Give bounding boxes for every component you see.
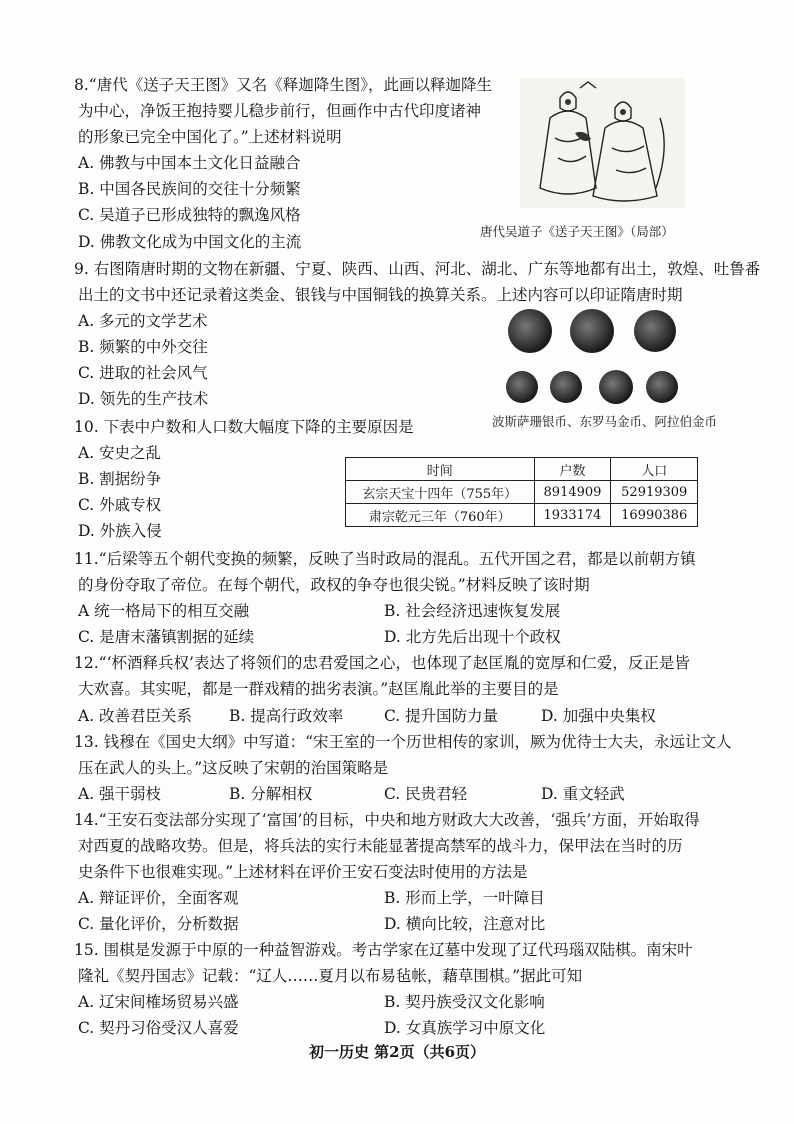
q11-stem-line-2: 的身份夺取了帝位。在每个朝代，政权的争夺也很尖锐。”材料反映了该时期 [78,576,590,594]
q9-option-b: B. 频繁的中外交往 [78,338,208,356]
table-header-time: 时间 [346,458,535,481]
q12-option-b: B. 提高行政效率 [229,707,344,725]
q10-option-a: A. 安史之乱 [78,444,162,462]
q13-option-c: C. 民贵君轻 [384,785,468,803]
q8-stem-line-1: 8.“唐代《送子天王图》又名《释迦降生图》，此画以释迦降生 [74,76,492,94]
table-cell: 16990386 [611,504,698,527]
q15-option-a: A. 辽宋间榷场贸易兴盛 [78,993,239,1011]
q14-stem-line-2: 对西夏的战略攻势。但是，将兵法的实行未能显著提高禁军的战斗力，保甲法在当时的历 [78,837,683,855]
q9-option-a: A. 多元的文学艺术 [78,312,208,330]
q9-option-c: C. 进取的社会风气 [78,364,208,382]
q15-option-c: C. 契丹习俗受汉人喜爱 [78,1019,239,1037]
q8-option-a: A. 佛教与中国本土文化日益融合 [78,154,301,172]
q9-stem-line-1: 9. 右图隋唐时期的文物在新疆、宁夏、陕西、山西、河北、湖北、广东等地都有出土，敦煌、吐鲁番 [74,260,761,278]
table-cell: 玄宗天宝十四年（755年） [346,481,535,504]
table-cell: 肃宗乾元三年（760年） [346,504,535,527]
q11-option-d: D. 北方先后出现十个政权 [384,628,561,646]
q14-option-b: B. 形而上学，一叶障目 [384,889,545,907]
q14-option-a: A. 辩证评价，全面客观 [78,889,239,907]
coin-icon [570,309,614,353]
q14-option-d: D. 横向比较，注意对比 [384,915,546,933]
q8-stem-line-2: 为中心，净饭王抱持婴儿稳步前行，但画作中古代印度诸神 [78,102,482,120]
page-footer: 初一历史 第2页（共6页） [308,1043,486,1061]
q15-stem-line-2: 隆礼《契丹国志》记载：“辽人……夏月以布易毡帐，藉草围棋。”据此可知 [78,967,583,985]
q12-stem-line-1: 12.“‘杯酒释兵权’表达了将领们的忠君爱国之心，也体现了赵匡胤的宽厚和仁爱，反正是皆 [74,654,690,672]
q13-option-b: B. 分解相权 [229,785,313,803]
q9-stem-line-2: 出土的文书中还记录着这类金、银钱与中国铜钱的换算关系。上述内容可以印证隋唐时期 [78,286,683,304]
coin-icon [646,371,678,403]
coin-icon [599,370,633,404]
q10-option-b: B. 割据纷争 [78,470,162,488]
table-header-population: 人口 [611,458,698,481]
q13-stem-line-2: 压在武人的头上。”这反映了宋朝的治国策略是 [78,759,389,777]
coin-icon [550,371,582,403]
coins-illustration [500,305,685,410]
q13-stem-line-1: 13. 钱穆在《国史大纲》中写道：“宋王室的一个历世相传的家训，厥为优待士大夫，永远让文人 [74,733,732,751]
q11-option-c: C. 是唐末藩镇割据的延续 [78,628,255,646]
table-cell: 8914909 [534,481,611,504]
painting-illustration [520,78,685,208]
q8-option-d: D. 佛教文化成为中国文化的主流 [78,233,302,251]
q8-option-b: B. 中国各民族间的交往十分频繁 [78,180,301,198]
table-row [346,481,698,504]
q13-option-a: A. 强干弱枝 [78,785,162,803]
q14-option-c: C. 量化评价，分析数据 [78,915,239,933]
q15-option-d: D. 女真族学习中原文化 [384,1019,546,1037]
q10-stem: 10. 下表中户数和人口数大幅度下降的主要原因是 [74,418,414,436]
q14-stem-line-1: 14.“王安石变法部分实现了‘富国’的目标，中央和地方财政大大改善，‘强兵’方面，开始取得 [74,811,700,829]
q15-stem-line-1: 15. 围棋是发源于中原的一种益智游戏。考古学家在辽墓中发现了辽代玛瑙双陆棋。南宋叶 [74,941,693,959]
table-cell: 52919309 [611,481,698,504]
q9-option-d: D. 领先的生产技术 [78,390,209,408]
q10-option-c: C. 外戚专权 [78,496,162,514]
coin-icon [634,310,676,352]
q10-option-d: D. 外族入侵 [78,522,162,540]
table-header-row [346,458,698,481]
q12-stem-line-2: 大欢喜。其实呢，都是一群戏精的拙劣表演。”赵匡胤此举的主要目的是 [78,680,559,698]
q12-option-c: C. 提升国防力量 [384,707,499,725]
table-header-households: 户数 [534,458,611,481]
q15-option-b: B. 契丹族受汉文化影响 [384,993,545,1011]
q8-stem-line-3: 的形象已完全中国化了。”上述材料说明 [78,128,342,146]
q9-caption: 波斯萨珊银币、东罗马金币、阿拉伯金币 [492,414,718,429]
q8-option-c: C. 吴道子已形成独特的飘逸风格 [78,206,301,224]
q11-option-a: A 统一格局下的相互交融 [78,602,250,620]
q8-caption: 唐代吴道子《送子天王图》（局部） [480,224,674,239]
coin-icon [508,309,552,353]
coin-icon [506,371,538,403]
table-row [346,504,698,527]
q13-option-d: D. 重文轻武 [541,785,625,803]
table-cell: 1933174 [534,504,611,527]
population-table [345,457,698,527]
q11-stem-line-1: 11.“后梁等五个朝代变换的频繁，反映了当时政局的混乱。五代开国之君，都是以前朝方镇 [74,550,696,568]
q12-option-a: A. 改善君臣关系 [78,707,193,725]
q14-stem-line-3: 史条件下也很难实现。”上述材料在评价王安石变法时使用的方法是 [78,863,528,881]
q11-option-b: B. 社会经济迅速恢复发展 [384,602,561,620]
q12-option-d: D. 加强中央集权 [541,707,656,725]
